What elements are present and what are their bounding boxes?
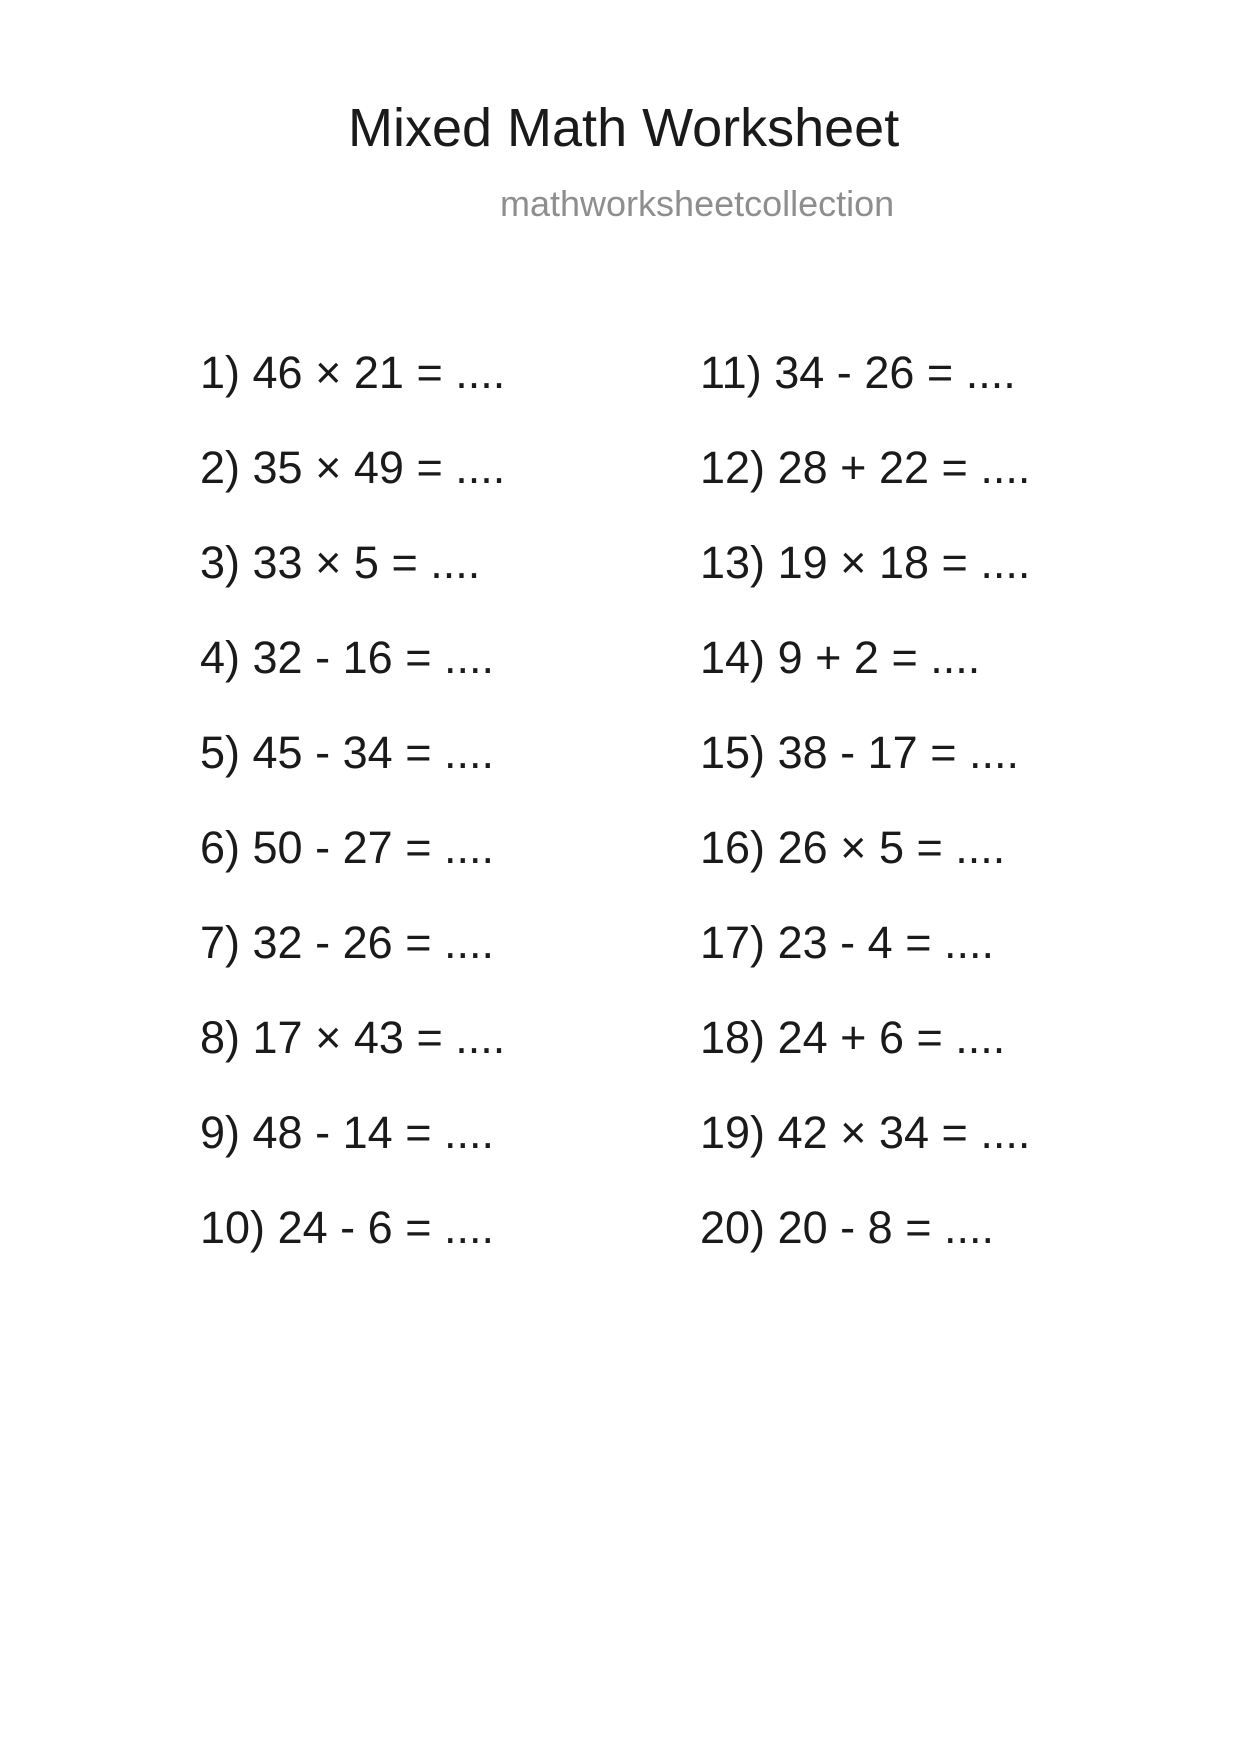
problem-operand-a: 24 <box>277 1202 328 1253</box>
problem-operator: + <box>815 632 842 683</box>
problem-operand-a: 9 <box>777 632 803 683</box>
equals-sign: = <box>416 1012 443 1063</box>
equals-sign: = <box>916 822 943 873</box>
problem-operand-a: 26 <box>777 822 828 873</box>
problem-row-14 <box>700 610 1220 705</box>
problem-operand-b: 43 <box>353 1012 404 1063</box>
problem-operand-a: 33 <box>252 537 303 588</box>
answer-blank: .... <box>444 1107 495 1158</box>
problem-operand-b: 26 <box>864 347 915 398</box>
problem-operand-b: 14 <box>342 1107 393 1158</box>
answer-blank: .... <box>980 537 1031 588</box>
problem-operand-a: 48 <box>252 1107 303 1158</box>
answer-blank: .... <box>965 347 1016 398</box>
equals-sign: = <box>916 1012 943 1063</box>
problem-number: 10) <box>200 1202 266 1253</box>
problem-operator: - <box>836 347 852 398</box>
problem-operand-b: 49 <box>353 442 404 493</box>
page-title: Mixed Math Worksheet <box>348 98 900 158</box>
equals-sign: = <box>926 347 954 398</box>
problem-row-2 <box>200 420 720 515</box>
problem-number: 3) <box>200 537 241 588</box>
problem-number: 8) <box>200 1012 241 1063</box>
problem-operand-a: 23 <box>777 917 828 968</box>
answer-blank: .... <box>980 442 1031 493</box>
problem-number: 11) <box>700 347 762 398</box>
problem-row-9 <box>200 1085 720 1180</box>
problem-operand-a: 20 <box>777 1202 828 1253</box>
answer-blank: .... <box>444 917 495 968</box>
answer-blank: .... <box>444 727 495 778</box>
problem-operand-b: 5 <box>878 822 904 873</box>
problem-number: 9) <box>200 1107 241 1158</box>
problem-operand-a: 35 <box>252 442 303 493</box>
problem-number: 20) <box>700 1202 766 1253</box>
equals-sign: = <box>905 917 932 968</box>
problem-row-4 <box>200 610 720 705</box>
answer-blank: .... <box>455 347 506 398</box>
problem-operand-a: 38 <box>777 727 828 778</box>
problem-operand-b: 6 <box>367 1202 393 1253</box>
equals-sign: = <box>405 1202 432 1253</box>
problem-operator: × <box>840 822 867 873</box>
answer-blank: .... <box>455 442 506 493</box>
equals-sign: = <box>891 632 918 683</box>
equals-sign: = <box>391 537 418 588</box>
problem-operator: × <box>315 442 342 493</box>
problem-row-19 <box>700 1085 1220 1180</box>
problem-operand-b: 18 <box>878 537 929 588</box>
equals-sign: = <box>941 537 968 588</box>
problem-operator: - <box>315 917 331 968</box>
problem-row-6 <box>200 800 720 895</box>
problem-row-17 <box>700 895 1220 990</box>
problems-column-right <box>700 325 1220 1275</box>
problem-operand-a: 45 <box>252 727 303 778</box>
problem-row-8 <box>200 990 720 1085</box>
answer-blank: .... <box>969 727 1020 778</box>
problem-row-1 <box>200 325 720 420</box>
problem-operator: + <box>840 1012 867 1063</box>
problem-row-10 <box>200 1180 720 1275</box>
problem-operand-a: 50 <box>252 822 303 873</box>
problem-operator: - <box>315 1107 331 1158</box>
problem-operand-a: 42 <box>777 1107 828 1158</box>
problem-operand-b: 34 <box>342 727 393 778</box>
answer-blank: .... <box>980 1107 1031 1158</box>
equals-sign: = <box>405 1107 432 1158</box>
problem-row-7 <box>200 895 720 990</box>
problems-column-left <box>200 325 720 1275</box>
equals-sign: = <box>941 1107 968 1158</box>
problem-number: 15) <box>700 727 766 778</box>
problem-operand-b: 34 <box>878 1107 929 1158</box>
problem-operator: - <box>840 917 856 968</box>
problem-row-3 <box>200 515 720 610</box>
problem-operator: - <box>840 727 856 778</box>
problem-operator: × <box>315 347 342 398</box>
problem-row-20 <box>700 1180 1220 1275</box>
problem-operand-b: 16 <box>342 632 393 683</box>
problem-operand-b: 21 <box>353 347 404 398</box>
problem-row-16 <box>700 800 1220 895</box>
answer-blank: .... <box>455 1012 506 1063</box>
problem-number: 12) <box>700 442 766 493</box>
equals-sign: = <box>416 442 443 493</box>
problem-operator: - <box>315 727 331 778</box>
problem-operand-b: 27 <box>342 822 393 873</box>
answer-blank: .... <box>944 1202 995 1253</box>
equals-sign: = <box>416 347 443 398</box>
problem-number: 14) <box>700 632 766 683</box>
problem-number: 1) <box>200 347 241 398</box>
problem-number: 13) <box>700 537 766 588</box>
answer-blank: .... <box>444 822 495 873</box>
problem-operator: - <box>840 1202 856 1253</box>
problem-operand-b: 17 <box>867 727 918 778</box>
problem-operand-b: 8 <box>867 1202 893 1253</box>
problem-operand-b: 2 <box>853 632 879 683</box>
problem-operand-a: 28 <box>777 442 828 493</box>
problem-number: 18) <box>700 1012 766 1063</box>
problem-operand-b: 4 <box>867 917 893 968</box>
answer-blank: .... <box>444 1202 495 1253</box>
problem-number: 7) <box>200 917 241 968</box>
problem-row-18 <box>700 990 1220 1085</box>
problem-number: 5) <box>200 727 241 778</box>
problem-operand-b: 22 <box>878 442 929 493</box>
problem-operand-a: 17 <box>252 1012 303 1063</box>
equals-sign: = <box>405 822 432 873</box>
problem-operand-a: 24 <box>777 1012 828 1063</box>
page-subtitle: mathworksheetcollection <box>500 183 895 224</box>
equals-sign: = <box>405 632 432 683</box>
answer-blank: .... <box>944 917 995 968</box>
answer-blank: .... <box>444 632 495 683</box>
problem-number: 19) <box>700 1107 766 1158</box>
problem-number: 6) <box>200 822 241 873</box>
problem-operand-a: 19 <box>777 537 828 588</box>
answer-blank: .... <box>955 822 1006 873</box>
problem-number: 16) <box>700 822 766 873</box>
problem-row-5 <box>200 705 720 800</box>
problem-operand-b: 5 <box>353 537 379 588</box>
problem-operand-a: 34 <box>774 347 825 398</box>
problem-operator: × <box>840 537 867 588</box>
problem-row-11 <box>700 325 1220 420</box>
equals-sign: = <box>930 727 957 778</box>
equals-sign: = <box>405 917 432 968</box>
problem-operand-b: 6 <box>878 1012 904 1063</box>
problem-operator: - <box>315 822 331 873</box>
problem-operator: × <box>840 1107 867 1158</box>
answer-blank: .... <box>930 632 981 683</box>
problem-operand-a: 32 <box>252 917 303 968</box>
problem-operator: × <box>315 1012 342 1063</box>
problem-operand-b: 26 <box>342 917 393 968</box>
equals-sign: = <box>941 442 968 493</box>
problem-operator: - <box>340 1202 356 1253</box>
problem-number: 17) <box>700 917 766 968</box>
problem-operator: + <box>840 442 867 493</box>
equals-sign: = <box>405 727 432 778</box>
problem-operand-a: 32 <box>252 632 303 683</box>
problem-row-15 <box>700 705 1220 800</box>
answer-blank: .... <box>430 537 481 588</box>
equals-sign: = <box>905 1202 932 1253</box>
problem-number: 4) <box>200 632 241 683</box>
problem-operand-a: 46 <box>252 347 303 398</box>
problem-operator: - <box>315 632 331 683</box>
problem-operator: × <box>315 537 342 588</box>
problem-number: 2) <box>200 442 241 493</box>
problem-row-13 <box>700 515 1220 610</box>
problem-row-12 <box>700 420 1220 515</box>
answer-blank: .... <box>955 1012 1006 1063</box>
